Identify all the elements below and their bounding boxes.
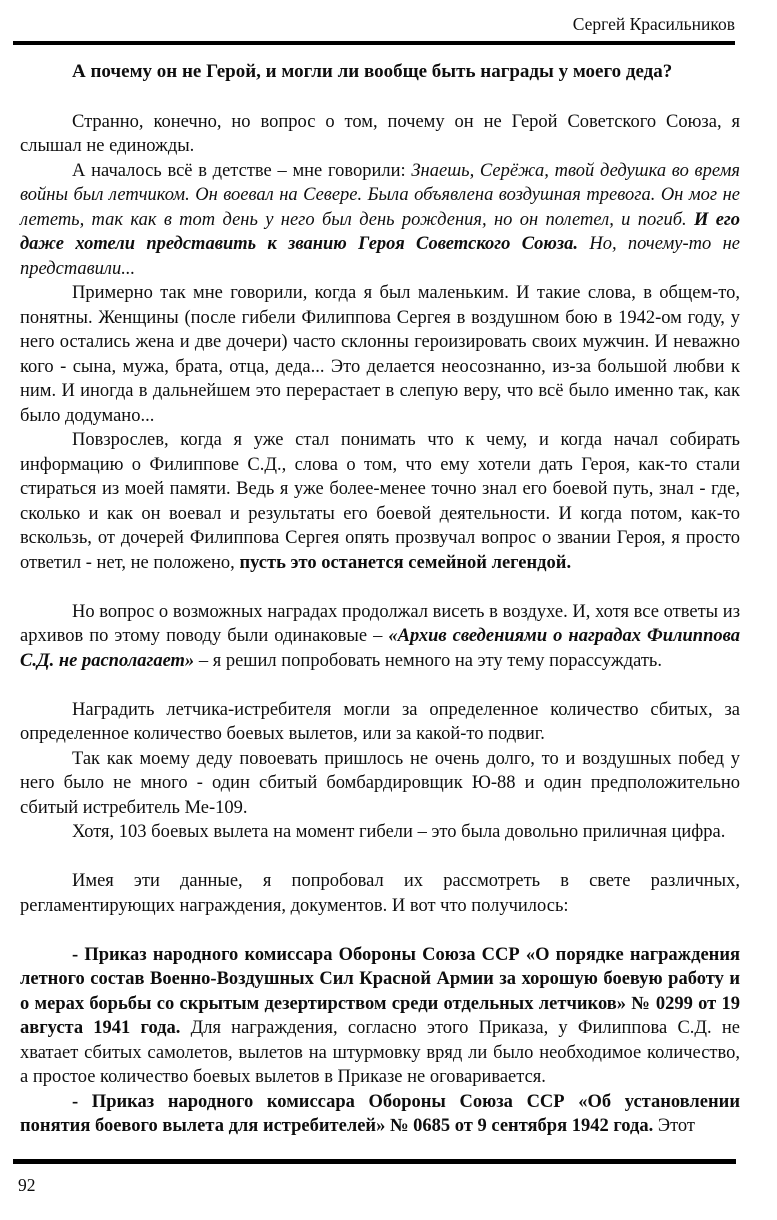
document-paragraphs [20, 110, 740, 1139]
text-run: пусть это останется семейной легендой. [239, 552, 572, 573]
paragraph [20, 820, 740, 845]
text-run: Примерно так мне говорили, когда я был маленьким. И такие слова, в общем-то, понятны. Женщины (после гибели Филиппова Сергея в воздушном бою в 1942-ом году, у него остались жена и две дочери) часто склонны героизировать своих мужчин. И неважно кого - сына, мужа, брата, отца, деда... Это делается неосознанно, из-за большой любви к ним. И иногда в дальнейшем это перерастает в слепую веру, что всё было именно так, как было додумано... [20, 283, 740, 426]
paragraph [20, 281, 740, 428]
paragraph [20, 428, 740, 575]
paragraph [20, 943, 740, 1090]
paragraph [20, 1090, 740, 1139]
footer-rule [13, 1159, 736, 1164]
paragraph [20, 698, 740, 747]
paragraph [20, 110, 740, 159]
text-run: А началось всё в детстве – мне говорили: [72, 160, 412, 181]
paragraph [20, 747, 740, 821]
text-run: Наградить летчика-истребителя могли за определенное количество сбитых, за определенное количество боевых вылетов, или за какой-то подвиг. [20, 699, 740, 744]
document-content [20, 60, 740, 1139]
text-run: - Приказ народного комиссара Обороны Союза ССР «О порядке награждения летного состав Военно-Воздушных Сил Красной Армии за хорошую боевую работу и о мерах борьбы со скрытым дезертирством среди отдельных летчиков» № 0299 от 19 августа 1941 года. [20, 944, 740, 1038]
text-run: Имея эти данные, я попробовал их рассмотреть в свете различных, регламентирующих награждения, документов. И вот что получилось: [20, 871, 740, 916]
text-run: И его даже хотели представить к званию Героя Советского Союза. [20, 209, 740, 254]
text-run: Этот [653, 1116, 696, 1136]
paragraph [20, 869, 740, 918]
text-run: Но вопрос о возможных наградах продолжал висеть в воздухе. И, хотя все ответы из архивов по этому поводу были одинаковые – [20, 601, 740, 646]
page-title: А почему он не Герой, и могли ли вообще быть награды у моего деда? [72, 61, 673, 82]
text-run: Странно, конечно, но вопрос о том, почему он не Герой Советского Союза, я слышал не единожды. [20, 111, 740, 156]
text-run: «Архив сведениями о наградах Филиппова С.Д. не располагает» [20, 626, 740, 671]
text-run: - Приказ народного комиссара Обороны Союза ССР «Об установлении понятия боевого вылета для истребителей» № 0685 от 9 сентября 1942 года. [20, 1091, 740, 1136]
text-run: Для награждения, согласно этого Приказа, у Филиппова С.Д. не хватает сбитых самолетов, вылетов на штурмовку вряд ли было необходимое количество, а простое количество боевых вылетов в Приказе не оговаривается. [20, 1018, 740, 1087]
paragraph [20, 159, 740, 282]
text-run: Знаешь, Серёжа, твой дедушка во время войны был летчиком. Он воевал на Севере. Была объявлена воздушная тревога. Он мог не лететь, так как в тот день у него был день рождения, но он полетел, и погиб. [20, 160, 740, 230]
text-run: Но, почему-то не представили... [20, 234, 740, 279]
header-author: Сергей Красильников [572, 14, 735, 34]
text-run: Хотя, 103 боевых вылета на момент гибели – это была довольно приличная цифра. [72, 822, 726, 842]
header-rule [13, 41, 735, 45]
text-run: Так как моему деду повоевать пришлось не очень долго, то и воздушных побед у него было не много - один сбитый бомбардировщик Ю-88 и один предположительно сбитый истребитель Ме-109. [20, 748, 740, 818]
text-run: – я решил попробовать немного на эту тему порассуждать. [194, 650, 662, 671]
page-number: 92 [18, 1175, 36, 1195]
text-run: Повзрослев, когда я уже стал понимать что к чему, и когда начал собирать информацию о Филиппове С.Д., слова о том, что ему хотели дать Героя, как-то стали стираться из моей памяти. Ведь я уже более-менее точно знал его боевой путь, знал - где, сколько и как он воевал и результаты его боевой деятельности. И когда потом, как-то вскользь, от дочерей Филиппова Сергея опять прозвучал вопрос о звании Героя, я просто ответил - нет, не положено, [20, 430, 740, 573]
paragraph [20, 600, 740, 674]
